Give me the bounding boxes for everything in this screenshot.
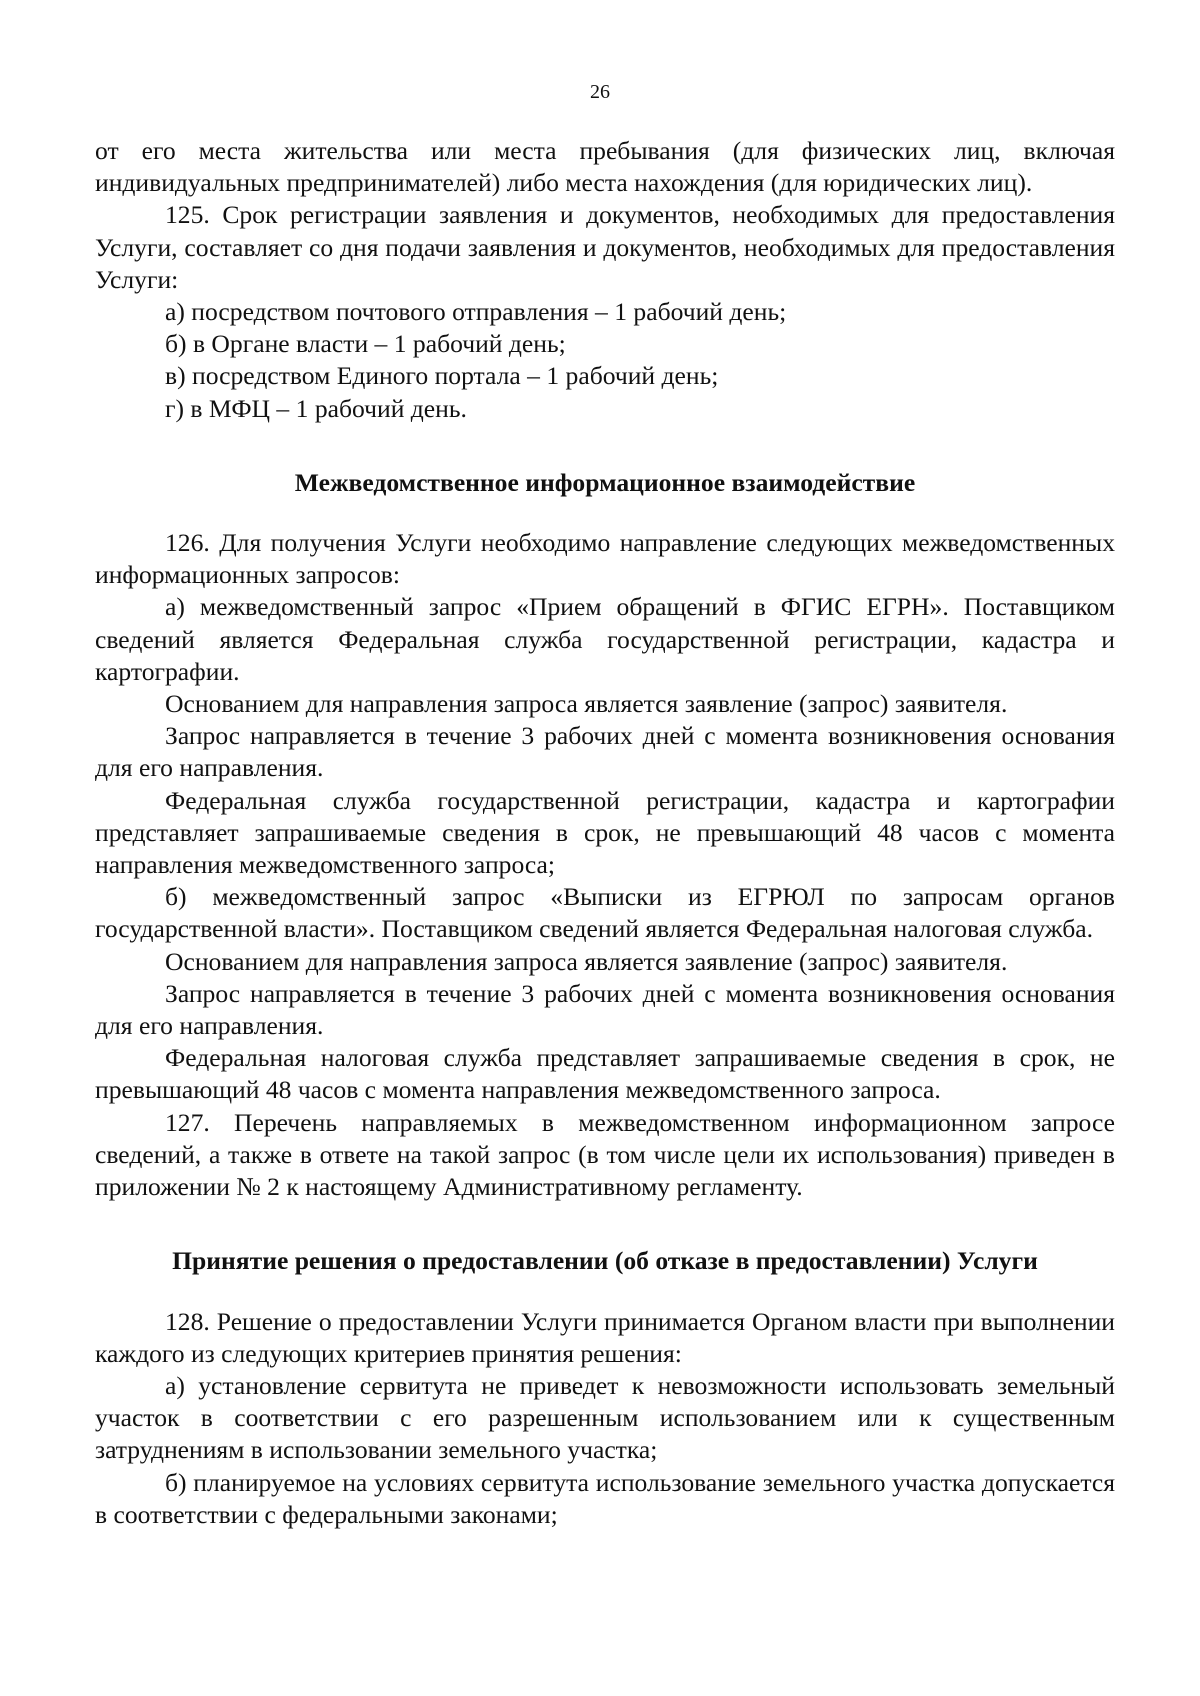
paragraph-provider-2: Федеральная налоговая служба представляет запрашиваемые сведения в срок, не превышающий 48 часов с момента направления межведомственного запроса. — [95, 1043, 1115, 1105]
paragraph-basis-2: Основанием для направления запроса является заявление (запрос) заявителя. — [165, 946, 1008, 976]
paragraph-128-b: б) планируемое на условиях сервитута использование земельного участка допускается в соответствии с федеральными законами; — [95, 1467, 1115, 1529]
paragraph-continuation: от его места жительства или места пребывания (для физических лиц, включая индивидуальных предпринимателей) либо места нахождения (для юридических лиц). — [95, 136, 1115, 198]
paragraph-term-2: Запрос направляется в течение 3 рабочих дней с момента возникновения основания для его направления. — [95, 978, 1115, 1041]
paragraph-128: 128. Решение о предоставлении Услуги принимается Органом власти при выполнении каждого из следующих критериев принятия решения: — [95, 1306, 1115, 1368]
paragraph-basis-1: Основанием для направления запроса является заявление (запрос) заявителя. — [165, 689, 1008, 719]
list-item-a: а) посредством почтового отправления – 1 рабочий день; — [165, 297, 787, 327]
list-item-b: б) в Органе власти – 1 рабочий день; — [165, 329, 566, 359]
paragraph-term-1: Запрос направляется в течение 3 рабочих дней с момента возникновения основания для его направления. — [95, 721, 1115, 783]
paragraph-provider-1: Федеральная служба государственной регистрации, кадастра и картографии представляет запрашиваемые сведения в срок, не превышающий 48 часов с момента направления межведомственного запроса; — [95, 785, 1115, 880]
list-item-g: г) в МФЦ – 1 рабочий день. — [165, 393, 467, 423]
paragraph-128-a: а) установление сервитута не приведет к невозможности использовать земельный участок в соответствии с его разрешенным использованием или к существенным затруднениям в использовании земельного участка; — [95, 1370, 1115, 1465]
document-body — [95, 135, 1115, 1531]
page-number: 26 — [590, 81, 610, 103]
paragraph-126-b: б) межведомственный запрос «Выписки из ЕГРЮЛ по запросам органов государственной власти». Поставщиком сведений является Федеральная налоговая служба. — [95, 882, 1115, 944]
section-heading-interagency: Межведомственное информационное взаимодействие — [294, 467, 916, 497]
paragraph-126-a: а) межведомственный запрос «Прием обращений в ФГИС ЕГРН». Поставщиком сведений является Федеральная служба государственной регистрации, кадастра и картографии. — [95, 592, 1115, 686]
paragraph-127: 127. Перечень направляемых в межведомственном информационном запросе сведений, а также в ответе на такой запрос (в том числе цели их использования) приведен в приложении № 2 к настоящему Административному регламенту. — [95, 1107, 1115, 1202]
section-heading-decision: Принятие решения о предоставлении (об отказе в предоставлении) Услуги — [172, 1246, 1038, 1276]
paragraph-125: 125. Срок регистрации заявления и документов, необходимых для предоставления Услуги, составляет со дня подачи заявления и документов, необходимых для предоставления Услуги: — [95, 200, 1115, 294]
list-item-v: в) посредством Единого портала – 1 рабочий день; — [165, 361, 719, 391]
paragraph-126: 126. Для получения Услуги необходимо направление следующих межведомственных информационных запросов: — [95, 528, 1115, 590]
